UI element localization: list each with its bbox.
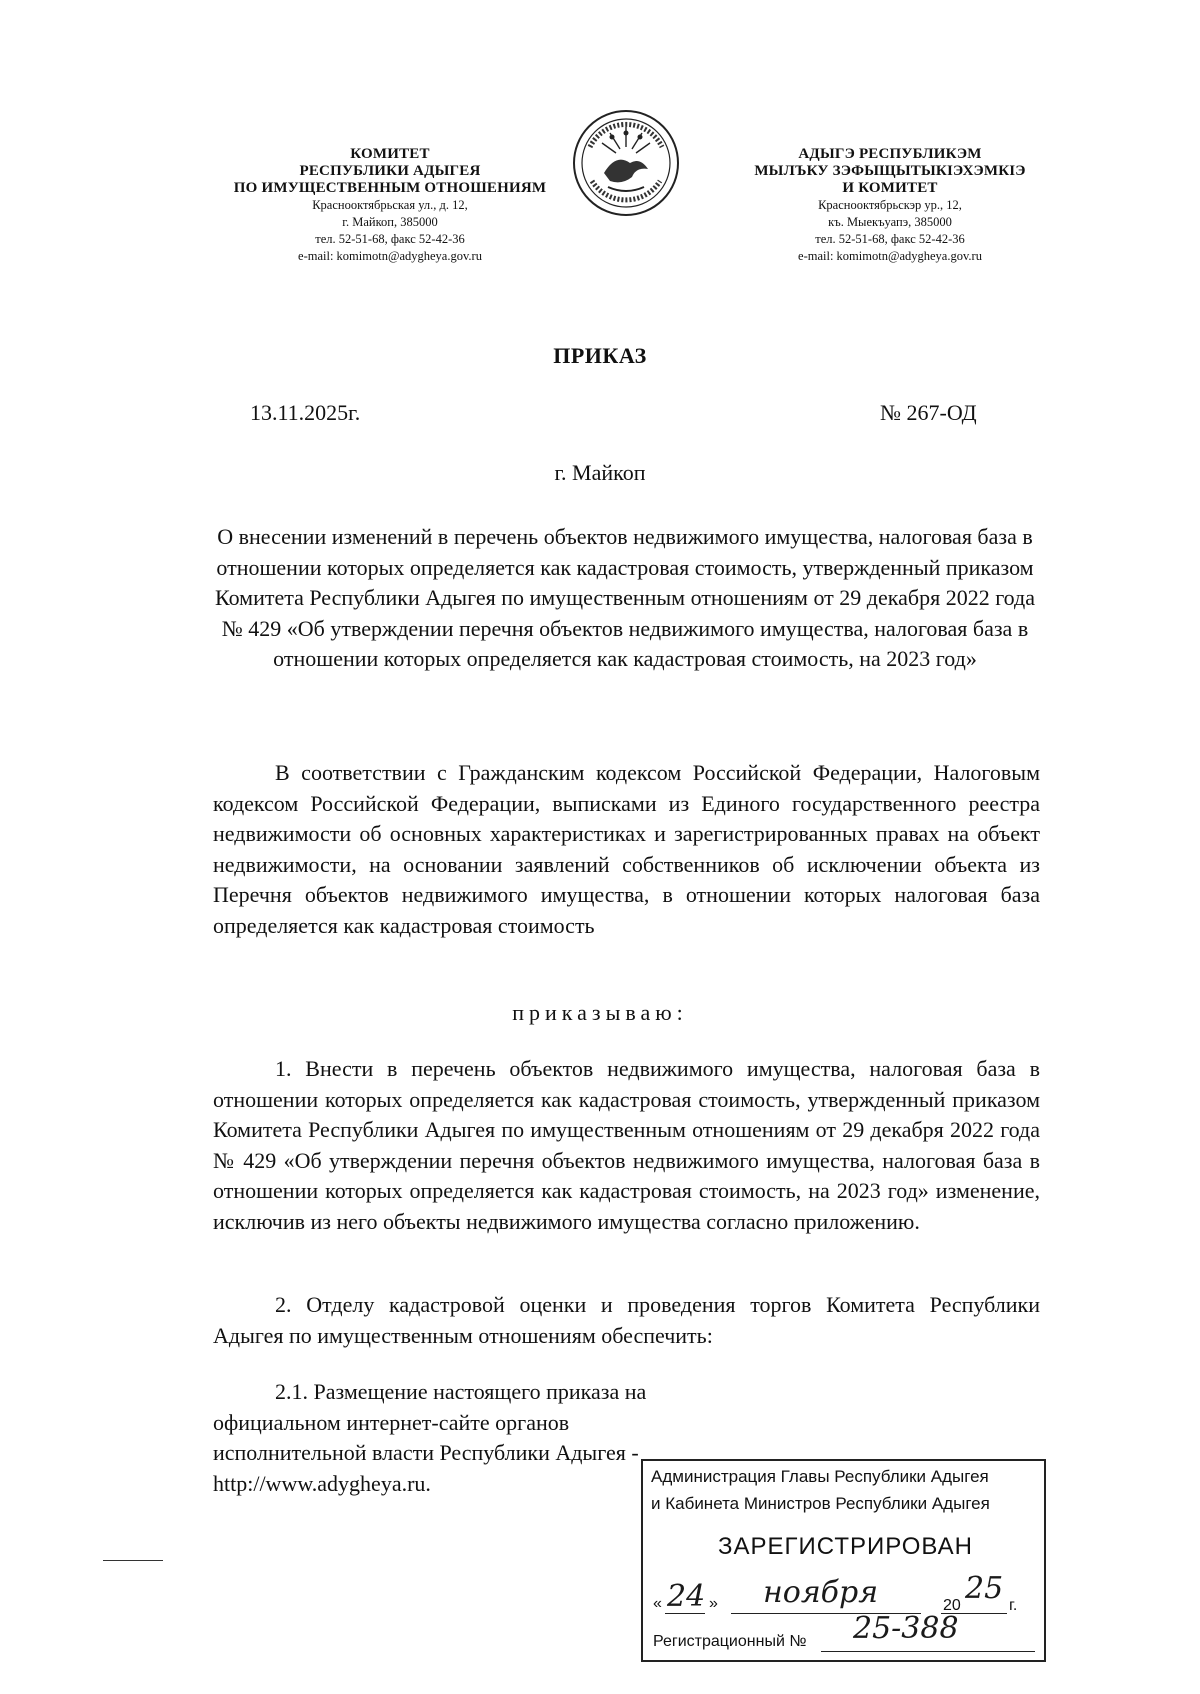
document-date: 13.11.2025г. xyxy=(250,400,361,425)
stamp-authority-line1: Администрация Главы Республики Адыгея xyxy=(651,1467,989,1486)
stamp-day: 24 xyxy=(667,1579,706,1614)
margin-dash xyxy=(103,1560,163,1561)
header-left xyxy=(200,146,580,265)
item-2-1-paragraph: 2.1. Размещение настоящего приказа на официальном интернет-сайте органов исполнительной власти Республики Адыгея - http://www.adygheya.ru. xyxy=(213,1379,647,1496)
header-right xyxy=(700,146,1080,265)
stamp-status: ЗАРЕГИСТРИРОВАН xyxy=(718,1533,973,1560)
org-name-adyghe-line3: И КОМИТЕТ xyxy=(842,180,938,196)
document-title: ПРИКАЗ xyxy=(553,343,647,368)
stamp-day-underline xyxy=(665,1613,705,1614)
org-name-adyghe-line1: АДЫГЭ РЕСПУБЛИКЭМ xyxy=(798,146,982,162)
item-2-paragraph: 2. Отделу кадастровой оценки и проведения торгов Комитета Республики Адыгея по имущественным отношениям обеспечить: xyxy=(213,1292,1040,1348)
registration-stamp xyxy=(641,1459,1046,1662)
stamp-authority-line2: и Кабинета Министров Республики Адыгея xyxy=(651,1494,990,1513)
document-city: г. Майкоп xyxy=(554,460,646,485)
org-name-line1: КОМИТЕТ xyxy=(350,146,430,162)
stamp-reg-label: Регистрационный № xyxy=(653,1633,807,1650)
document-subject: О внесении изменений в перечень объектов недвижимого имущества, налоговая база в отношении которых определяется как кадастровая стоимость, утвержденный приказом Комитета Республики Адыгея по имущественным отношениям от 29 декабря 2022 года № 429 «Об утверждении перечня объектов недвижимого имущества, налоговая база в отношении которых определяется как кадастровая стоимость, на 2023 год» xyxy=(214,524,1035,671)
org-address-adyghe-line2: къ. Мыекъуапэ, 385000 xyxy=(828,215,952,229)
stamp-quote-open: « xyxy=(653,1595,662,1612)
stamp-quote-close: » xyxy=(709,1595,718,1612)
org-address-line1: Краснооктябрьская ул., д. 12, xyxy=(312,198,468,212)
stamp-month: ноября xyxy=(763,1575,879,1610)
stamp-date-row xyxy=(653,1571,1043,1621)
preamble-paragraph: В соответствии с Гражданским кодексом Российской Федерации, Налоговым кодексом Российской Федерации, выписками из Единого государственного реестра недвижимости об основных характеристиках и зарегистрированных правах на объект недвижимости, на основании заявлений собственников об исключении объекта из Перечня объектов недвижимого имущества, в отношении которых налоговая база определяется как кадастровая стоимость xyxy=(213,760,1040,938)
org-name-line2: РЕСПУБЛИКИ АДЫГЕЯ xyxy=(299,163,481,179)
org-phone-adyghe: тел. 52-51-68, факс 52-42-36 xyxy=(815,232,965,246)
org-address-adyghe-line1: Краснооктябрьскэр ур., 12, xyxy=(818,198,962,212)
org-name-adyghe-line2: МЫЛЪКУ ЗЭФЫЩЫТЫКІЭХЭМКІЭ xyxy=(754,163,1026,179)
order-word: приказываю: xyxy=(512,1000,688,1025)
org-name-line3: ПО ИМУЩЕСТВЕННЫМ ОТНОШЕНИЯМ xyxy=(233,180,547,196)
document-number: № 267-ОД xyxy=(880,400,977,425)
stamp-year-suffix: 25 xyxy=(965,1571,1004,1606)
stamp-year-prefix: 20 xyxy=(943,1597,961,1614)
stamp-reg-number: 25-388 xyxy=(853,1611,959,1646)
coat-of-arms-icon xyxy=(570,107,682,219)
item-1-paragraph: 1. Внести в перечень объектов недвижимого имущества, налоговая база в отношении которых определяется как кадастровая стоимость, утвержденный приказом Комитета Республики Адыгея по имущественным отношениям от 29 декабря 2022 года № 429 «Об утверждении перечня объектов недвижимого имущества, налоговая база в отношении которых определяется как кадастровая стоимость, на 2023 год» изменение, исключив из него объекты недвижимого имущества согласно приложению. xyxy=(213,1056,1040,1234)
org-phone: тел. 52-51-68, факс 52-42-36 xyxy=(315,232,465,246)
stamp-year-letter: г. xyxy=(1009,1597,1018,1614)
stamp-reg-underline xyxy=(821,1651,1035,1652)
stamp-number-row xyxy=(653,1611,1043,1657)
org-address-line2: г. Майкоп, 385000 xyxy=(342,215,438,229)
org-email: e-mail: komimotn@adygheya.gov.ru xyxy=(298,249,482,263)
org-email-adyghe: e-mail: komimotn@adygheya.gov.ru xyxy=(798,249,982,263)
